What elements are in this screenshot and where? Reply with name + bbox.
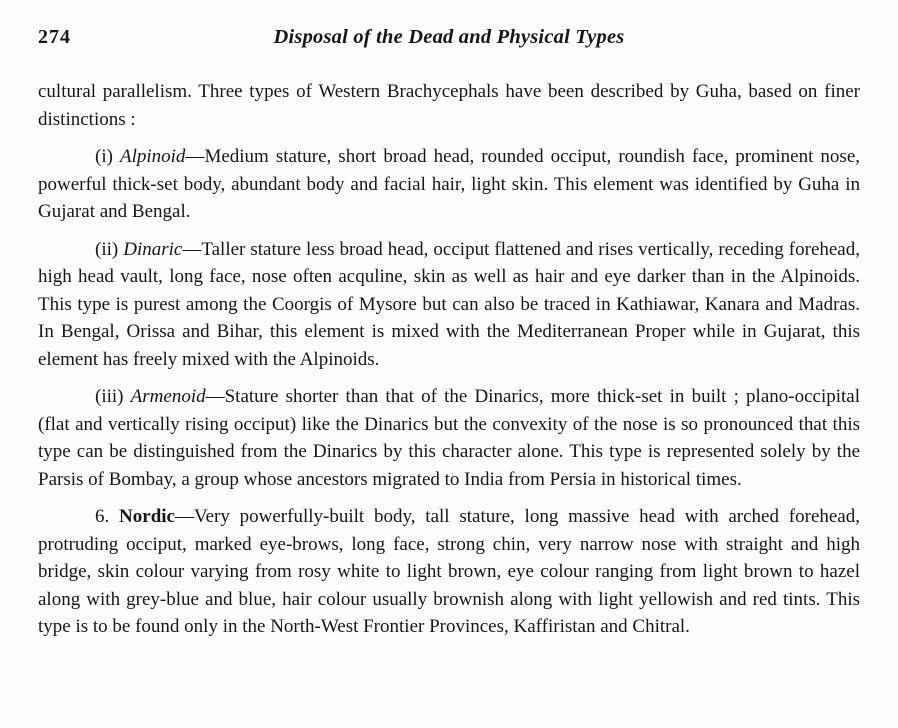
running-title: Disposal of the Dead and Physical Types — [273, 26, 625, 48]
text-segment: —Stature shorter than that of the Dinarics, more thick-set in built ; plano-occipital (flat and vertically rising occiput) like the Dinarics but the convexity of the nose is so pronounced that this type can be distinguished from the Dinarics by this character alone. This type is represented solely by the Parsis of Bombay, a group whose ancestors migrated to India from Persia in historical times. — [38, 386, 860, 490]
text-segment: cultural parallelism. Three types of Western Brachycephals have been described by Guha, based on finer distinctions : — [38, 81, 860, 130]
text-segment: Nordic — [119, 506, 175, 527]
paragraph — [38, 143, 860, 226]
page-body — [38, 78, 860, 641]
page-header — [38, 26, 860, 54]
paragraph — [38, 503, 860, 641]
text-segment: Dinaric — [123, 238, 183, 260]
page-number: 274 — [38, 26, 71, 48]
text-segment: (iii) — [95, 386, 131, 407]
paragraph — [38, 236, 860, 374]
text-segment: —Medium stature, short broad head, rounded occiput, roundish face, prominent nose, powerful thick-set body, abundant body and facial hair, light skin. This element was identified by Guha in Gujarat and Bengal. — [38, 146, 861, 222]
paragraph — [38, 78, 860, 133]
text-segment: 6. — [95, 506, 120, 527]
text-segment: (ii) — [95, 238, 124, 260]
text-segment: —Taller stature less broad head, occiput flattened and rises vertically, receding forehead, high head vault, long face, nose often acquline, skin as well as hair and eye darker than in the Alpinoids. This type is purest among the Coorgis of Mysore but can also be traced in Kathiawar, Kanara and Madras. In Bengal, Orissa and Bihar, this element is mixed with the Mediterranean Proper while in Gujarat, this element has freely mixed with the Alpinoids. — [38, 238, 860, 370]
text-segment: Alpinoid — [119, 146, 186, 167]
text-segment: Armenoid — [130, 386, 206, 407]
text-segment: (i) — [95, 146, 120, 167]
paragraph — [38, 383, 860, 493]
text-segment: —Very powerfully-built body, tall stature, long massive head with arched forehead, protruding occiput, marked eye-brows, long face, strong chin, very narrow nose with straight and high bridge, skin colour varying from rosy white to light brown, eye colour ranging from light brown to hazel along with grey-blue and blue, hair colour usually brownish along with light yellowish and red tints. This type is to be found only in the North-West Frontier Provinces, Kaffiristan and Chitral. — [38, 506, 860, 637]
